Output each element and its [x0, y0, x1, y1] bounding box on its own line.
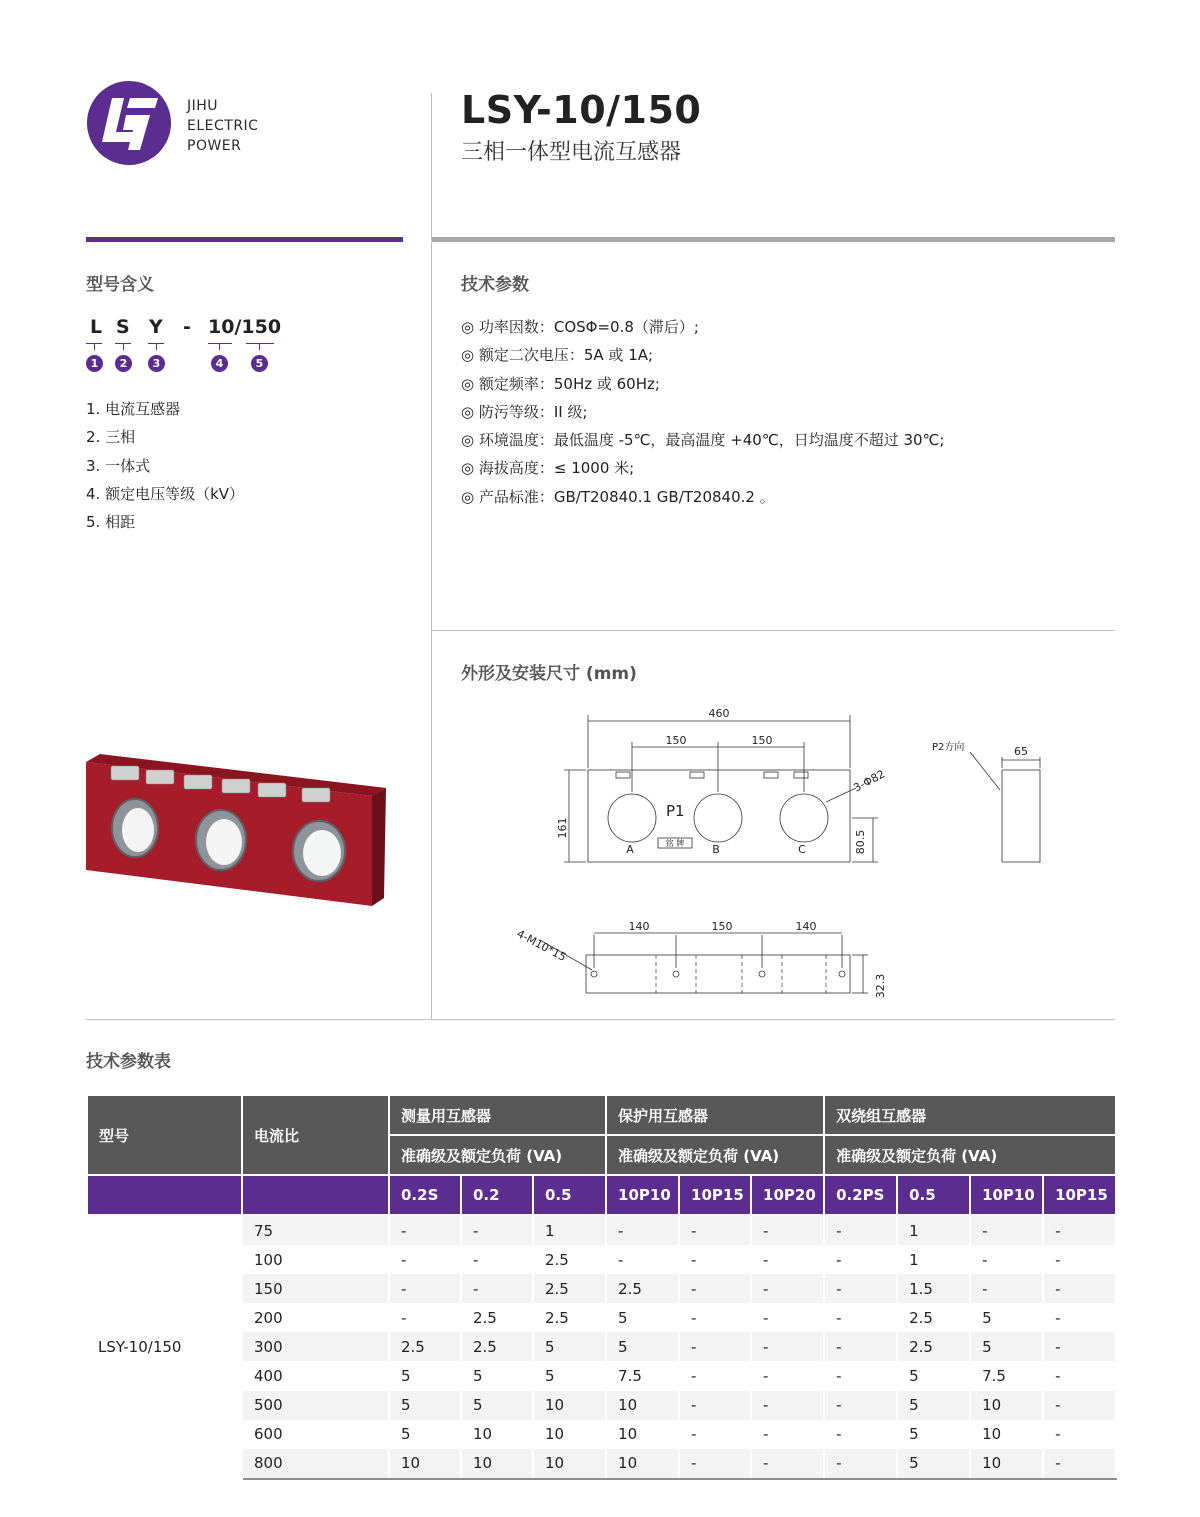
- table-cell: 10: [533, 1449, 606, 1479]
- code-dash: -: [183, 316, 191, 338]
- dim-pitch-2: 150: [751, 734, 773, 747]
- list-item: ◎ 防污等级：II 级;: [461, 402, 588, 421]
- table-cell: -: [824, 1361, 897, 1390]
- class-header: 0.5: [897, 1175, 970, 1215]
- table-cell: -: [461, 1274, 533, 1303]
- list-item: 1. 电流互感器: [86, 400, 181, 418]
- table-cell: -: [679, 1361, 751, 1390]
- ratio-cell: 800: [242, 1449, 389, 1479]
- table-cell: -: [461, 1215, 533, 1245]
- table-cell: -: [824, 1391, 897, 1420]
- table-cell: -: [970, 1274, 1043, 1303]
- table-cell: -: [1043, 1361, 1116, 1390]
- product-name: 三相一体型电流互感器: [461, 140, 682, 165]
- table-cell: -: [970, 1245, 1043, 1274]
- table-cell: 5: [461, 1391, 533, 1420]
- table-cell: -: [824, 1449, 897, 1479]
- table-cell: -: [824, 1303, 897, 1332]
- list-item: ◎ 产品标准：GB/T20840.1 GB/T20840.2 。: [461, 487, 775, 506]
- dim-depth: 65: [1014, 745, 1028, 758]
- table-cell: 5: [606, 1303, 679, 1332]
- list-item: ◎ 额定二次电压：5A 或 1A;: [461, 346, 654, 365]
- table-cell: -: [606, 1245, 679, 1274]
- table-cell: -: [1043, 1449, 1116, 1479]
- table-cell: -: [389, 1245, 461, 1274]
- dim-base: 32.3: [874, 973, 887, 999]
- ratio-cell: 150: [242, 1274, 389, 1303]
- table-cell: -: [751, 1332, 824, 1361]
- marker-bar: [246, 343, 274, 344]
- header-ratio: 电流比: [242, 1095, 389, 1175]
- table-cell: 5: [606, 1332, 679, 1361]
- table-cell: 5: [461, 1361, 533, 1390]
- dim-bolt: 4-M10*15: [514, 927, 569, 964]
- ratio-cell: 500: [242, 1391, 389, 1420]
- table-cell: 5: [970, 1332, 1043, 1361]
- table-cell: 2.5: [533, 1274, 606, 1303]
- table-cell: 10: [970, 1449, 1043, 1479]
- table-cell: -: [679, 1245, 751, 1274]
- tech-params-list: [461, 313, 944, 511]
- table-cell: -: [751, 1361, 824, 1390]
- class-header: 0.2: [461, 1175, 533, 1215]
- dim-pitch-1: 150: [665, 734, 687, 747]
- table-cell: -: [679, 1303, 751, 1332]
- table-cell: 1.5: [897, 1274, 970, 1303]
- label-p2-direction: P2方向: [932, 742, 965, 753]
- header-divider: [431, 93, 432, 241]
- dim-mount-3: 140: [795, 920, 817, 933]
- model-meaning-list: [86, 395, 244, 536]
- header-group-measure: 测量用互感器: [389, 1095, 606, 1135]
- dim-mount-1: 140: [628, 920, 650, 933]
- table-cell: 2.5: [606, 1274, 679, 1303]
- header-accuracy: 准确级及额定负荷 (VA): [824, 1135, 1116, 1175]
- table-cell: 2.5: [461, 1303, 533, 1332]
- header-blank: [87, 1175, 242, 1215]
- table-cell: 5: [897, 1449, 970, 1479]
- table-row: [87, 1215, 1116, 1245]
- table-cell: 7.5: [606, 1361, 679, 1390]
- table-cell: 5: [389, 1361, 461, 1390]
- marker-bar: [208, 343, 232, 344]
- marker-tick: [259, 343, 260, 350]
- table-cell: -: [1043, 1303, 1116, 1332]
- table-cell: -: [1043, 1215, 1116, 1245]
- table-row: [87, 1449, 1116, 1479]
- marker-2: 2: [115, 355, 132, 372]
- header-accuracy: 准确级及额定负荷 (VA): [606, 1135, 824, 1175]
- table-row: [87, 1245, 1116, 1274]
- table-cell: -: [824, 1215, 897, 1245]
- list-item: 5. 相距: [86, 513, 136, 532]
- table-cell: -: [824, 1332, 897, 1361]
- class-header: 0.2S: [389, 1175, 461, 1215]
- label-p1: P1: [666, 802, 685, 820]
- table-cell: 2.5: [533, 1303, 606, 1332]
- table-cell: 5: [389, 1420, 461, 1449]
- marker-tick: [94, 343, 95, 350]
- gray-rule: [432, 237, 1115, 242]
- list-item: 2. 三相: [86, 428, 136, 447]
- table-cell: 2.5: [533, 1245, 606, 1274]
- spec-table-title: 技术参数表: [86, 1052, 171, 1072]
- table-cell: -: [606, 1215, 679, 1245]
- header-group-protect: 保护用互感器: [606, 1095, 824, 1135]
- table-cell: -: [389, 1274, 461, 1303]
- table-cell: 10: [970, 1420, 1043, 1449]
- model-cell: LSY-10/150: [87, 1215, 242, 1479]
- dimension-drawing: [500, 700, 1080, 1010]
- table-cell: 1: [533, 1215, 606, 1245]
- table-cell: -: [751, 1303, 824, 1332]
- table-row: [87, 1332, 1116, 1361]
- marker-1: 1: [86, 355, 103, 372]
- header-blank: [242, 1175, 389, 1215]
- table-cell: -: [1043, 1245, 1116, 1274]
- table-cell: -: [679, 1449, 751, 1479]
- label-nameplate: 铭 牌: [665, 839, 685, 848]
- ratio-cell: 75: [242, 1215, 389, 1245]
- table-cell: -: [679, 1215, 751, 1245]
- table-cell: -: [1043, 1274, 1116, 1303]
- class-header: 10P20: [751, 1175, 824, 1215]
- header-model: 型号: [87, 1095, 242, 1175]
- marker-5: 5: [251, 355, 268, 372]
- table-cell: 5: [970, 1303, 1043, 1332]
- table-cell: 10: [606, 1449, 679, 1479]
- table-row: [87, 1420, 1116, 1449]
- table-cell: -: [389, 1215, 461, 1245]
- table-row: [87, 1274, 1116, 1303]
- table-cell: -: [751, 1420, 824, 1449]
- list-item: 3. 一体式: [86, 456, 151, 475]
- dim-height: 161: [556, 817, 569, 839]
- class-header: 0.2PS: [824, 1175, 897, 1215]
- table-cell: -: [751, 1215, 824, 1245]
- code-letter-y: Y: [149, 316, 163, 338]
- list-item: ◎ 额定频率：50Hz 或 60Hz;: [461, 374, 660, 393]
- list-item: ◎ 环境温度：最低温度 -5℃，最高温度 +40℃，日均温度不超过 30℃;: [461, 431, 945, 450]
- table-cell: -: [751, 1449, 824, 1479]
- drawing-title: 外形及安装尺寸 (mm): [461, 664, 637, 684]
- table-cell: -: [824, 1420, 897, 1449]
- table-cell: -: [679, 1391, 751, 1420]
- marker-tick: [156, 343, 157, 350]
- table-cell: 5: [389, 1391, 461, 1420]
- table-cell: 2.5: [897, 1303, 970, 1332]
- label-phase-a: A: [626, 843, 634, 856]
- table-cell: 10: [606, 1420, 679, 1449]
- list-item: ◎ 海拔高度：≤ 1000 米;: [461, 459, 635, 478]
- table-cell: -: [1043, 1420, 1116, 1449]
- dim-hole: 3-Φ82: [851, 767, 888, 795]
- product-model-title: LSY-10/150: [461, 88, 702, 132]
- table-cell: 5: [897, 1420, 970, 1449]
- list-item: ◎ 功率因数：COSΦ=0.8（滞后）;: [461, 318, 699, 336]
- label-phase-b: B: [712, 843, 720, 856]
- marker-tick: [123, 343, 124, 350]
- ratio-cell: 300: [242, 1332, 389, 1361]
- table-row: [87, 1391, 1116, 1420]
- table-cell: 5: [533, 1361, 606, 1390]
- class-header: 10P15: [1043, 1175, 1116, 1215]
- marker-tick: [219, 343, 220, 350]
- model-meaning-title: 型号含义: [86, 275, 154, 295]
- table-cell: 1: [897, 1245, 970, 1274]
- table-row: [87, 1361, 1116, 1390]
- product-photo: [86, 748, 392, 912]
- table-cell: 7.5: [970, 1361, 1043, 1390]
- table-cell: -: [824, 1245, 897, 1274]
- dim-mount-2: 150: [711, 920, 733, 933]
- table-cell: 2.5: [461, 1332, 533, 1361]
- table-cell: 10: [533, 1420, 606, 1449]
- table-cell: -: [679, 1332, 751, 1361]
- table-cell: -: [751, 1274, 824, 1303]
- table-cell: -: [824, 1274, 897, 1303]
- marker-4: 4: [211, 355, 228, 372]
- code-letter-s: S: [116, 316, 130, 338]
- table-cell: 10: [461, 1420, 533, 1449]
- spec-table: [86, 1094, 1117, 1480]
- table-cell: -: [751, 1391, 824, 1420]
- company-logo: [86, 80, 172, 166]
- table-cell: 10: [389, 1449, 461, 1479]
- table-cell: 1: [897, 1215, 970, 1245]
- table-cell: -: [751, 1245, 824, 1274]
- ratio-cell: 200: [242, 1303, 389, 1332]
- table-cell: 10: [461, 1449, 533, 1479]
- table-cell: -: [970, 1215, 1043, 1245]
- table-cell: 10: [970, 1391, 1043, 1420]
- ratio-cell: 600: [242, 1420, 389, 1449]
- class-header: 10P15: [679, 1175, 751, 1215]
- label-phase-c: C: [798, 843, 806, 856]
- table-cell: -: [679, 1274, 751, 1303]
- table-cell: -: [389, 1303, 461, 1332]
- tech-params-title: 技术参数: [461, 275, 529, 295]
- section-divider-bottom: [86, 1019, 1115, 1020]
- code-letter-l: L: [90, 316, 103, 338]
- dim-center-height: 80.5: [854, 829, 867, 855]
- class-header: 10P10: [606, 1175, 679, 1215]
- table-cell: -: [1043, 1332, 1116, 1361]
- table-cell: 10: [606, 1391, 679, 1420]
- table-cell: 5: [533, 1332, 606, 1361]
- table-cell: 2.5: [389, 1332, 461, 1361]
- table-cell: 2.5: [897, 1332, 970, 1361]
- brand-name: JIHU ELECTRIC POWER: [187, 98, 259, 154]
- table-row: [87, 1303, 1116, 1332]
- code-rating: 10/150: [208, 316, 282, 338]
- list-item: 4. 额定电压等级（kV）: [86, 484, 245, 503]
- ratio-cell: 400: [242, 1361, 389, 1390]
- table-cell: 5: [897, 1391, 970, 1420]
- purple-rule: [86, 237, 403, 242]
- marker-3: 3: [148, 355, 165, 372]
- section-divider: [432, 630, 1115, 631]
- dim-overall: 460: [708, 707, 730, 720]
- table-cell: -: [461, 1245, 533, 1274]
- ratio-cell: 100: [242, 1245, 389, 1274]
- class-header: 10P10: [970, 1175, 1043, 1215]
- table-cell: -: [1043, 1391, 1116, 1420]
- table-cell: 10: [533, 1391, 606, 1420]
- table-cell: 5: [897, 1361, 970, 1390]
- header-group-dual: 双绕组互感器: [824, 1095, 1116, 1135]
- header-accuracy: 准确级及额定负荷 (VA): [389, 1135, 606, 1175]
- class-header: 0.5: [533, 1175, 606, 1215]
- table-cell: -: [679, 1420, 751, 1449]
